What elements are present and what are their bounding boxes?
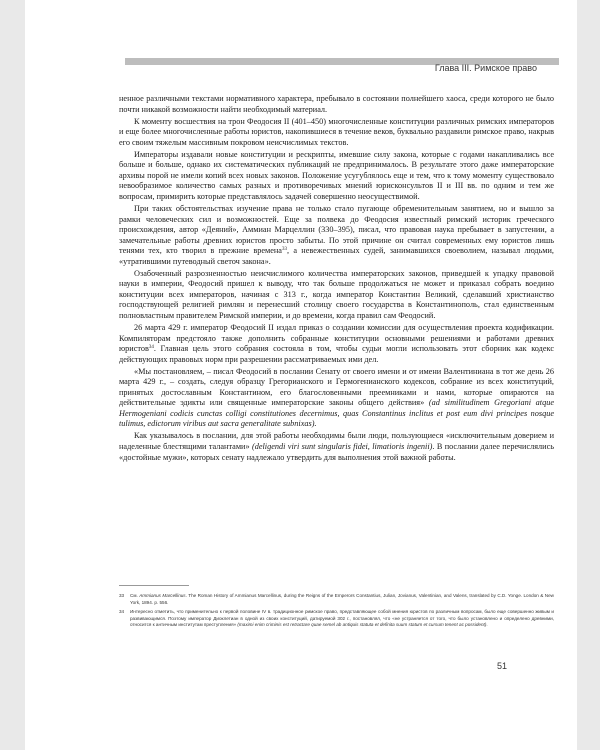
text-run: 26 марта 429 г. император Феодосий II издал приказ о создании комиссии для осуществления проекта кодификации. Компиляторам предстояло также дополнить собранные конституции основными решениями и работами древних юристов (119, 322, 554, 354)
text-run: Озабоченный разрозненностью неисчислимого количества императорских законов, приведшей к упадку правовой науки в империи, Феодосий пришел к выводу, что так больше продолжаться не может и приказал собрать воедино конституции всех императоров, начиная с 313 г., когда император Константин Великий, сделавший христианство господствующей религией римлян и перенесший столицу своего государства в Константинополь, стал единственным полновластным правителем Римской империи, и до времени, когда правил сам Феодосий. (119, 268, 554, 320)
paragraph (119, 269, 554, 322)
main-text (119, 94, 554, 465)
footnote (119, 609, 554, 629)
paragraph (119, 94, 554, 115)
italic-text: (deligendi viri sunt singularis fidei, limatioris ingenii) (251, 442, 433, 451)
running-header: Глава III. Римское право (434, 63, 537, 73)
italic-text: (ad similitudinem Gregoriani atque Hermogeniani codicis cunctas colligi constitutiones decernimus, quas Constantinus inclitus et post eum divi principes nosque tulimus, edictorum viribus aut sacra generalitate subnixas). (119, 398, 555, 429)
text-run: ненное различными текстами нормативного характера, пребывало в состоянии полнейшего хаоса, среди которого не было почти никакой возможности найти необходимый материал. (119, 94, 554, 114)
text-run: При таких обстоятельствах изучение права не только стало пугающе обременительным занятием, но и вышло за рамки человеческих сил и возможностей. Еще за полвека до Феодосия известный римский историк греческого происхождения, автор «Деяний», Аммиан Марцеллин (330–395), писал, что правовая наука пребывает в запустении, а замечательные работы древних юристов просто забыты. По этой причине он считал современных ему юристов лишь тенями тех, кто творил в прежние времена (119, 203, 554, 256)
paragraph (119, 367, 554, 430)
book-page (25, 0, 577, 750)
text-run: . Главная цель этого собрания состояла в том, чтобы судьи могли использовать этот сборник как кодекс действующих правовых норм при разрешении рассматриваемых ими дел. (119, 344, 554, 364)
text-run: Императоры издавали новые конституции и рескрипты, имевшие силу закона, которые с годами накапливались все больше и больше, однако их систематических публикаций не предпринималось. В результате этого даже императорские архивы порой не имели копий всех новых законов. Положение усугублялось еще и тем, что к тому моменту существовало невообразимое количество самых разных и противоречивых мнений юрисконсультов II и III вв. по одним и тем же вопросам, примирить которые представлялось задачей совершенно неосуществимой. (119, 149, 554, 201)
italic-text: Ammianus Marcellinus (139, 593, 186, 598)
text-run: . (486, 622, 488, 628)
paragraph (119, 323, 554, 365)
paragraph (119, 204, 554, 267)
footnote-ref: 33 (281, 247, 287, 253)
text-run: . В послании далее перечислялись «достойные мужи», которых сенату надлежало утвердить для выполнения этой важной работы. (119, 442, 554, 462)
text-run: К моменту восшествия на трон Феодосия II (401–450) многочисленные конституции различных римских императоров и еще более многочисленные работы юристов, накопившиеся в течение веков, буквально раздавили римское право, накрыв его своим тяжелым массивным покровом неисчислимых текстов. (119, 116, 554, 147)
italic-text: (maximi enim criminis est retractare quae semel ab antiquis statuta et definita suum statum et cursum tenent ac possident) (237, 622, 487, 628)
paragraph (119, 117, 554, 149)
text-run: «Мы постановляем, – писал Феодосий в послании Сенату от своего имени и от имени Валентиниана в тот же день 26 марта 429 г., – создать, следуя образцу Грегорианского и Гермогенианского кодексов, собрание из всех конституций, принятых достославным Константином, его благословенными преемниками и нами, которые опираются на действительные эдикты или священные императорские законы общего действия» (119, 366, 554, 408)
footnotes (119, 593, 554, 632)
paragraph (119, 150, 554, 203)
text-run: Интересно отметить, что применительно к первой половине IV в. традиционное римское право, представляющее собой мнения юристов по различным вопросам, было еще совершенно живым и развивающимся. Поэтому император Диоклетиан в одной из своих конституций, датируемой 302 г., постановлял, что «не устраняется от того, что было установлено и определено древними, относится к античным институтам преступления» (130, 608, 554, 628)
footnote-number: 34 (119, 608, 125, 614)
page-number: 51 (497, 661, 508, 671)
paragraph (119, 431, 554, 463)
text-run: , а невежественных судей, занимавшихся своеволием, называл людьми, «утратившими путеводный светоч закона». (119, 246, 554, 266)
footnote-number: 33 (119, 593, 125, 598)
text-run: Как указывалось в послании, для этой работы необходимы были люди, пользующиеся «исключительным доверием и наделенные блестящими талантами» (119, 431, 554, 451)
text-run: . The Roman History of Ammianus Marcellinus, during the Reigns of the Emperors Constantius, Julian, Jovianus, Valentinian, and Valens, translated by C.D. Yonge. London & New York, 1894. p. 556. (130, 593, 554, 605)
footnote (119, 593, 554, 606)
text-run: См. (130, 593, 140, 598)
footnote-ref: 34 (148, 345, 154, 351)
footnote-separator (119, 585, 189, 586)
